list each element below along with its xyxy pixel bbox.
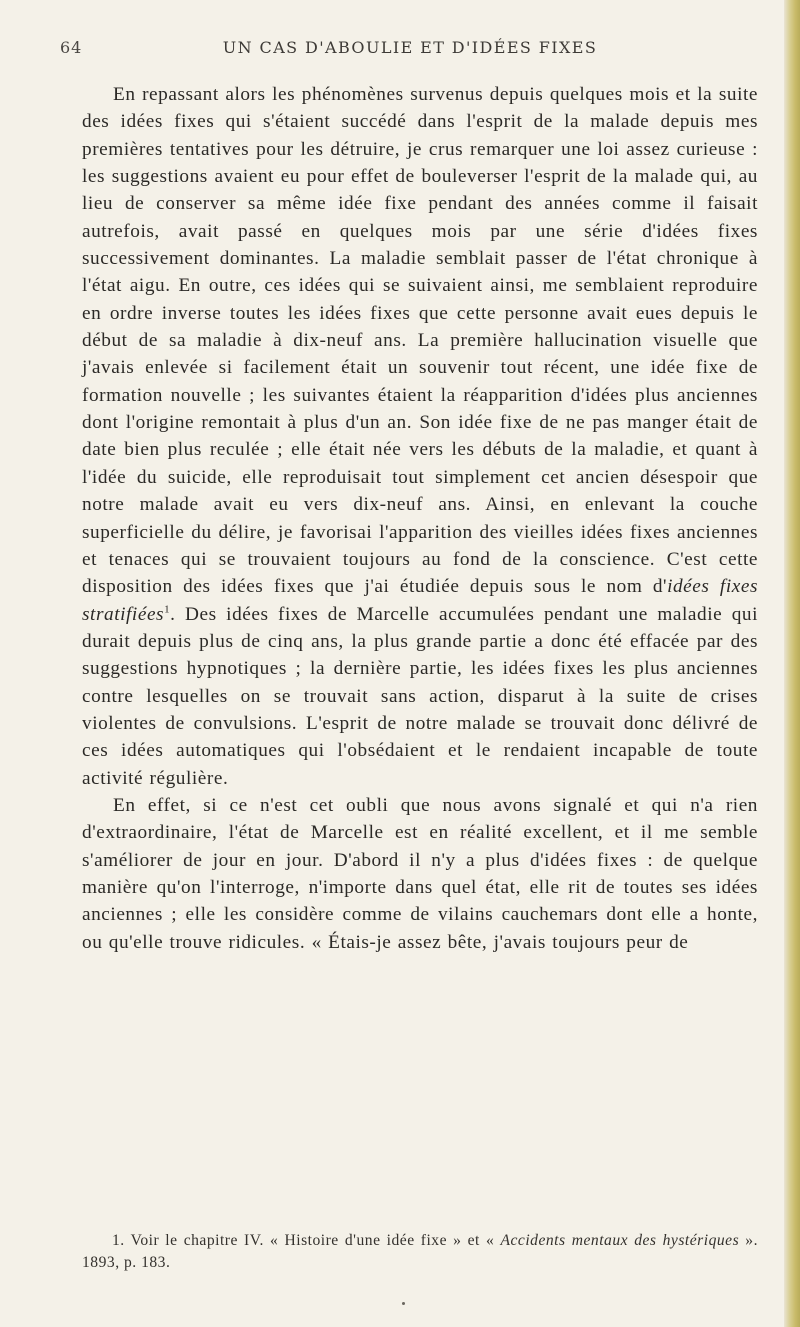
page-number: 64 <box>60 38 83 57</box>
running-title: UN CAS D'ABOULIE ET D'IDÉES FIXES <box>222 38 598 57</box>
footnote-reference: 1 <box>164 603 171 616</box>
paper-speck <box>402 1302 405 1305</box>
page-header <box>60 38 760 68</box>
footnote <box>82 1230 758 1274</box>
paragraph-1-part-a: En repassant alors les phénomènes survenus depuis quelques mois et la suite des idées fixes qui s'étaient succédé dans l'esprit de la malade depuis mes premières tentatives pour les détruire, je crus remarquer une loi assez curieuse : les suggestions avaient eu pour effet de bouleverser l'esprit de la malade qui, au lieu de conserver sa même idée fixe pendant des années comme il faisait autrefois, avait passé en quelques mois par une série d'idées fixes successivement dominantes. La maladie semblait passer de l'état chronique à l'état aigu. En outre, ces idées qui se suivaient ainsi, me semblaient reproduire en ordre inverse toutes les idées fixes que cette personne avait eues depuis le début de sa maladie à dix-neuf ans. La première hallucination visuelle que j'avais enlevée si facilement était un souvenir tout récent, une idée fixe de formation nouvelle ; les suivantes étaient la réapparition d'idées plus anciennes dont l'origine remontait à plus d'un an. Son idée fixe de ne pas manger était de date bien plus reculée ; elle était née vers les débuts de la maladie, et quant à l'idée du suicide, elle reproduisait tout simplement cet ancien désespoir que notre malade avait eu vers dix-neuf ans. Ainsi, en enlevant la couche superficielle du délire, je favorisai l'apparition des vieilles idées fixes anciennes et tenaces qui se trouvaient toujours au fond de la conscience. C'est cette disposition des idées fixes que j'ai étudiée depuis sous le nom d' <box>82 84 758 598</box>
footnote-text-b: ». 1893, p. 183. <box>82 1232 758 1271</box>
footnote-number: 1. <box>112 1232 125 1249</box>
footnote-italic-title: Accidents mentaux des hystériques <box>500 1232 740 1249</box>
page-edge-shadow <box>784 0 800 1327</box>
paragraph-1 <box>82 81 758 792</box>
main-text <box>82 81 758 956</box>
footnote-text-a: Voir le chapitre IV. « Histoire d'une idée fixe » et « <box>124 1232 501 1249</box>
paragraph-2: En effet, si ce n'est cet oubli que nous avons signalé et qui n'a rien d'extraordinaire, l'état de Marcelle est en réalité excellent, et il me semble s'améliorer de jour en jour. D'abord il n'y a plus d'idées fixes : de quelque manière qu'on l'interroge, n'importe dans quel état, elle rit de toutes ses idées anciennes ; elle les considère comme de vilains cauchemars dont elle a honte, ou qu'elle trouve ridicules. « Étais-je assez bête, j'avais toujours peur de <box>82 794 758 953</box>
paragraph-1-part-b: . Des idées fixes de Marcelle accumulées pendant une maladie qui durait depuis plus de cinq ans, la plus grande partie a donc été effacée par des suggestions hypnotiques ; la dernière partie, les idées fixes les plus anciennes contre lesquelles on se trouvait sans action, disparut à la suite de crises violentes de convulsions. L'esprit de notre malade se trouvait donc délivré de ces idées automatiques qui l'obsédaient et le rendaient incapable de toute activité régulière. <box>82 603 758 789</box>
stratified-ideas-term: idées fixes stratifiées <box>82 576 759 625</box>
